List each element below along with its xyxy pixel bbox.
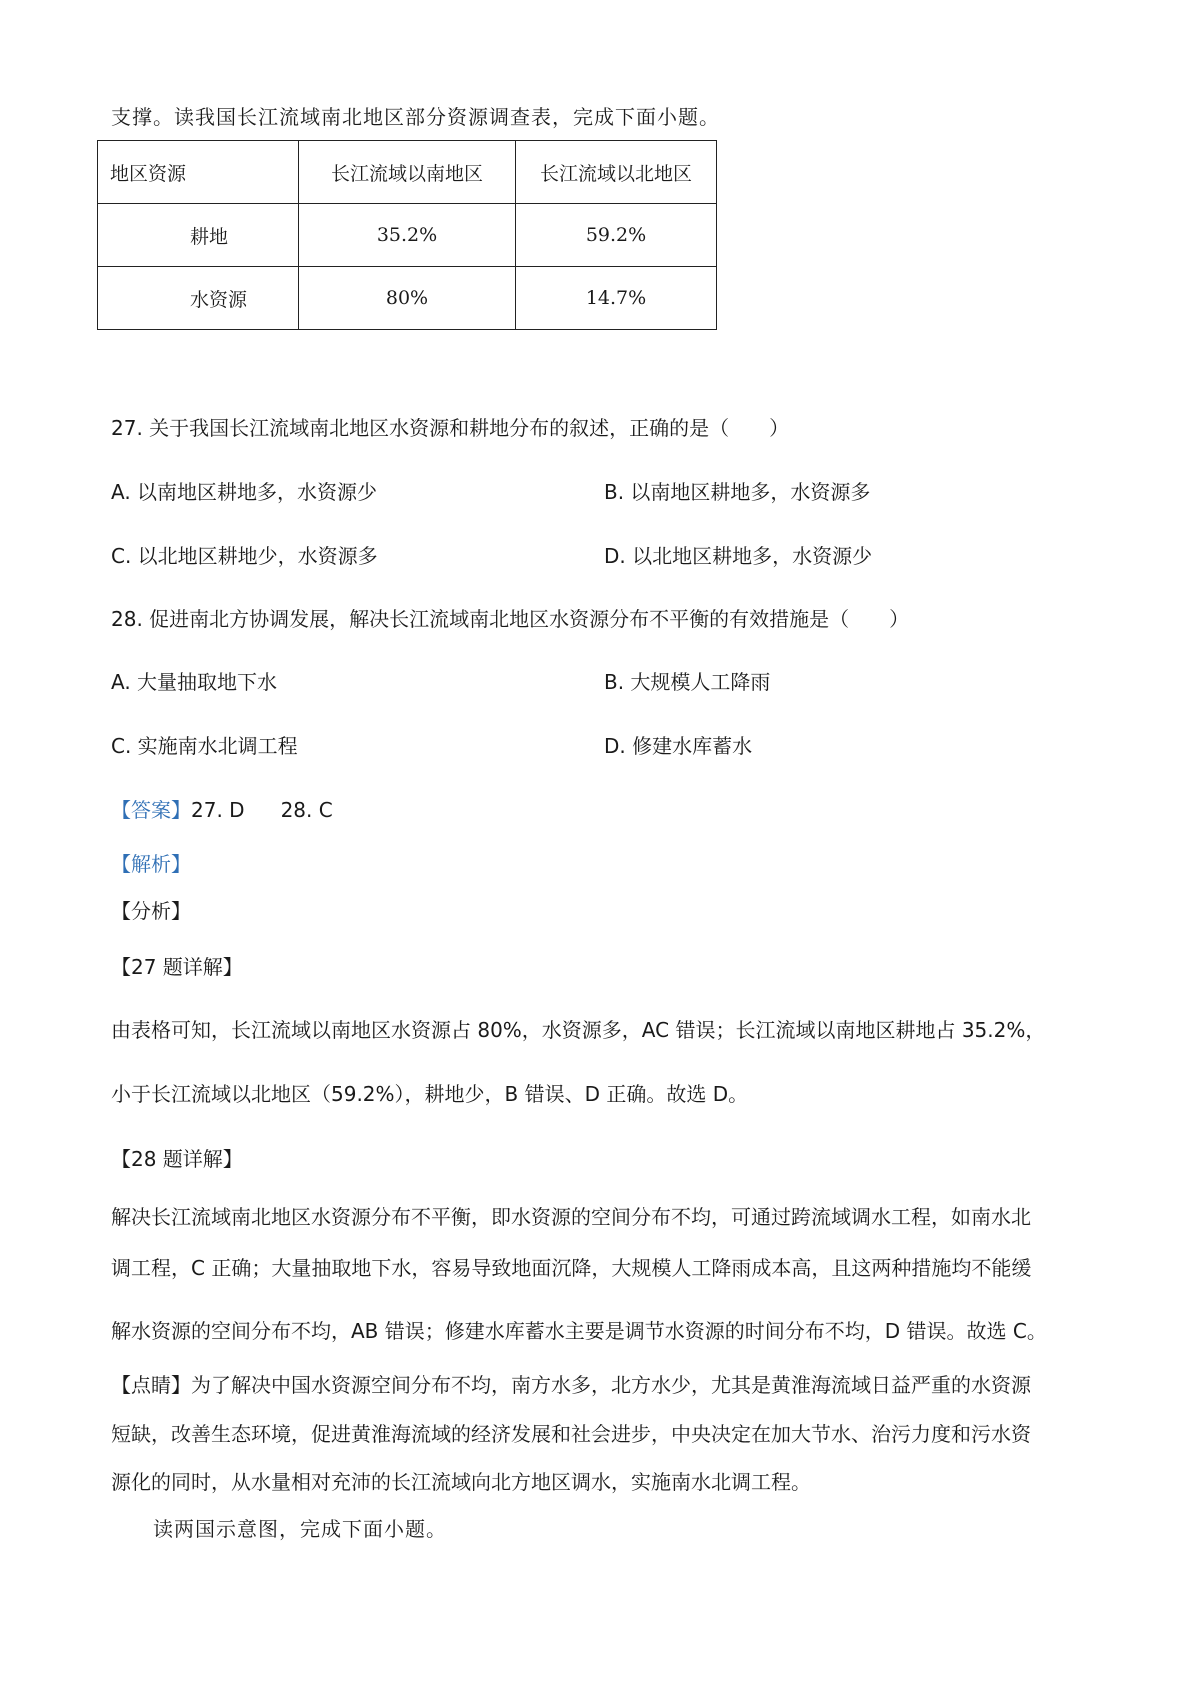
analysis-label: 【解析】 [111,852,191,876]
fenxi-label: 【分析】 [111,899,191,923]
table-cell: 耕地 [98,204,299,267]
dianjing-line: 【点睛】为了解决中国水资源空间分布不均，南方水多，北方水少，尤其是黄淮海流域日益严重的水资源 [111,1373,1031,1397]
table-header-cell: 长江流域以南地区 [299,141,516,204]
answer-line [111,796,333,824]
table-cell: 59.2% [516,204,717,267]
detail-27-line: 由表格可知，长江流域以南地区水资源占 80%，水资源多，AC 错误；长江流域以南地区耕地占 35.2%， [111,1018,1046,1042]
detail-27-line: 小于长江流域以北地区（59.2%），耕地少，B 错误、D 正确。故选 D。 [111,1082,749,1106]
table-row [98,267,717,330]
question-27-stem: 27. 关于我国长江流域南北地区水资源和耕地分布的叙述，正确的是（ ） [111,416,790,440]
detail-28-line: 调工程，C 正确；大量抽取地下水，容易导致地面沉降，大规模人工降雨成本高，且这两种措施均不能缓 [111,1256,1032,1280]
q28-option-c: C. 实施南水北调工程 [111,734,298,758]
next-intro-text: 读两国示意图，完成下面小题。 [153,1517,447,1541]
detail-28-title: 【28 题详解】 [111,1147,243,1171]
resource-table [97,140,717,330]
table-cell: 水资源 [98,267,299,330]
answer-27: 27. D [191,798,245,822]
q27-option-b: B. 以南地区耕地多，水资源多 [604,480,871,504]
table-header-cell: 地区资源 [98,141,299,204]
table-cell: 14.7% [516,267,717,330]
dianjing-line: 短缺，改善生态环境，促进黄淮海流域的经济发展和社会进步，中央决定在加大节水、治污力度和污水资 [111,1422,1031,1446]
detail-28-line: 解水资源的空间分布不均，AB 错误；修建水库蓄水主要是调节水资源的时间分布不均，D 错误。故选 C。 [111,1319,1047,1343]
table-header-row [98,141,717,204]
dianjing-line: 源化的同时，从水量相对充沛的长江流域向北方地区调水，实施南水北调工程。 [111,1470,811,1494]
q27-option-a: A. 以南地区耕地多，水资源少 [111,480,378,504]
detail-28-line: 解决长江流域南北地区水资源分布不平衡，即水资源的空间分布不均，可通过跨流域调水工程，如南水北 [111,1205,1031,1229]
q27-option-d: D. 以北地区耕地多，水资源少 [604,544,873,568]
answer-28: 28. C [280,798,333,822]
table-header-cell: 长江流域以北地区 [516,141,717,204]
question-28-stem: 28. 促进南北方协调发展，解决长江流域南北地区水资源分布不平衡的有效措施是（ ） [111,607,910,631]
q27-option-c: C. 以北地区耕地少，水资源多 [111,544,378,568]
q28-option-b: B. 大规模人工降雨 [604,670,771,694]
table-cell: 80% [299,267,516,330]
detail-27-title: 【27 题详解】 [111,955,243,979]
q28-option-a: A. 大量抽取地下水 [111,670,278,694]
table-cell: 35.2% [299,204,516,267]
answer-label: 【答案】 [111,798,191,822]
intro-text: 支撑。读我国长江流域南北地区部分资源调查表，完成下面小题。 [111,105,720,129]
q28-option-d: D. 修建水库蓄水 [604,734,753,758]
table-row [98,204,717,267]
